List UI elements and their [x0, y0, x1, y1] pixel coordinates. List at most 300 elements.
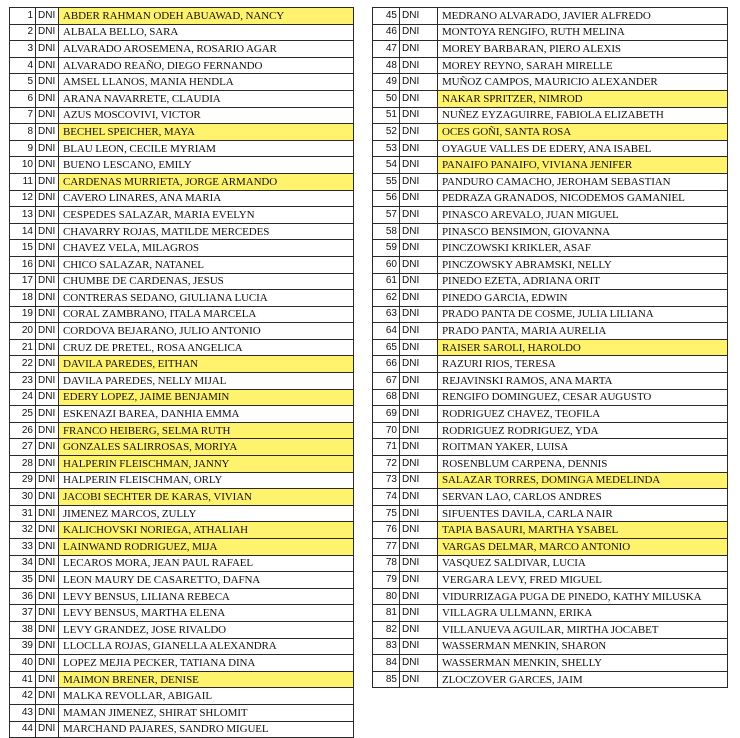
document-type: DNI	[36, 240, 59, 257]
table-row	[373, 655, 728, 672]
document-type: DNI	[36, 539, 59, 556]
document-type: DNI	[36, 140, 59, 157]
row-number: 46	[373, 24, 400, 41]
person-name: PANDURO CAMACHO, JEROHAM SEBASTIAN	[438, 173, 728, 190]
person-name: WASSERMAN MENKIN, SHARON	[438, 638, 728, 655]
person-name: BLAU LEON, CECILE MYRIAM	[59, 140, 354, 157]
row-number: 37	[10, 605, 36, 622]
person-name: LEVY BENSUS, MARTHA ELENA	[59, 605, 354, 622]
table-row	[373, 439, 728, 456]
table-row	[373, 339, 728, 356]
table-row	[373, 671, 728, 688]
person-name: CONTRERAS SEDANO, GIULIANA LUCIA	[59, 290, 354, 307]
person-name: PANAIFO PANAIFO, VIVIANA JENIFER	[438, 157, 728, 174]
person-name: TAPIA BASAURI, MARTHA YSABEL	[438, 522, 728, 539]
person-name: LAINWAND RODRIGUEZ, MIJA	[59, 539, 354, 556]
document-type: DNI	[400, 339, 438, 356]
table-row	[373, 539, 728, 556]
person-name: RAISER SAROLI, HAROLDO	[438, 339, 728, 356]
document-type: DNI	[36, 8, 59, 25]
row-number: 23	[10, 373, 36, 390]
row-number: 76	[373, 522, 400, 539]
table-row	[10, 24, 354, 41]
table-row	[373, 90, 728, 107]
person-name: VARGAS DELMAR, MARCO ANTONIO	[438, 539, 728, 556]
row-number: 45	[373, 8, 400, 25]
table-row	[373, 124, 728, 141]
document-type: DNI	[400, 173, 438, 190]
document-type: DNI	[400, 422, 438, 439]
row-number: 28	[10, 456, 36, 473]
person-name: HALPERIN FLEISCHMAN, JANNY	[59, 456, 354, 473]
person-name: PINCZOWSKI KRIKLER, ASAF	[438, 240, 728, 257]
table-row	[373, 57, 728, 74]
document-type: DNI	[400, 522, 438, 539]
person-name: DAVILA PAREDES, EITHAN	[59, 356, 354, 373]
table-row	[10, 323, 354, 340]
row-number: 57	[373, 207, 400, 224]
roster-table-right-body	[373, 8, 728, 688]
document-type: DNI	[400, 90, 438, 107]
table-row	[373, 489, 728, 506]
document-type: DNI	[400, 572, 438, 589]
row-number: 11	[10, 173, 36, 190]
document-type: DNI	[36, 24, 59, 41]
row-number: 7	[10, 107, 36, 124]
row-number: 48	[373, 57, 400, 74]
person-name: CHUMBE DE CARDENAS, JESUS	[59, 273, 354, 290]
table-row	[373, 107, 728, 124]
row-number: 64	[373, 323, 400, 340]
table-row	[373, 638, 728, 655]
row-number: 47	[373, 41, 400, 58]
document-type: DNI	[400, 588, 438, 605]
person-name: MUÑOZ CAMPOS, MAURICIO ALEXANDER	[438, 74, 728, 91]
row-number: 44	[10, 721, 36, 738]
table-row	[10, 605, 354, 622]
row-number: 36	[10, 588, 36, 605]
row-number: 18	[10, 290, 36, 307]
row-number: 79	[373, 572, 400, 589]
document-type: DNI	[400, 8, 438, 25]
document-type: DNI	[400, 273, 438, 290]
document-type: DNI	[400, 240, 438, 257]
document-type: DNI	[36, 356, 59, 373]
row-number: 55	[373, 173, 400, 190]
table-row	[373, 422, 728, 439]
person-name: NUÑEZ EYZAGUIRRE, FABIOLA ELIZABETH	[438, 107, 728, 124]
table-row	[373, 588, 728, 605]
table-row	[10, 124, 354, 141]
document-type: DNI	[400, 671, 438, 688]
table-row	[373, 8, 728, 25]
row-number: 68	[373, 389, 400, 406]
document-type: DNI	[400, 555, 438, 572]
table-row	[373, 456, 728, 473]
row-number: 78	[373, 555, 400, 572]
document-type: DNI	[36, 704, 59, 721]
table-row	[10, 472, 354, 489]
person-name: MAMAN JIMENEZ, SHIRAT SHLOMIT	[59, 704, 354, 721]
row-number: 66	[373, 356, 400, 373]
person-name: CARDENAS MURRIETA, JORGE ARMANDO	[59, 173, 354, 190]
row-number: 10	[10, 157, 36, 174]
document-type: DNI	[36, 124, 59, 141]
document-type: DNI	[400, 373, 438, 390]
document-type: DNI	[400, 306, 438, 323]
table-row	[10, 422, 354, 439]
document-type: DNI	[36, 439, 59, 456]
row-number: 73	[373, 472, 400, 489]
roster-table-right	[372, 7, 728, 688]
document-type: DNI	[400, 207, 438, 224]
row-number: 5	[10, 74, 36, 91]
document-type: DNI	[400, 157, 438, 174]
document-type: DNI	[36, 207, 59, 224]
person-name: WASSERMAN MENKIN, SHELLY	[438, 655, 728, 672]
person-name: ESKENAZI BAREA, DANHIA EMMA	[59, 406, 354, 423]
person-name: MARCHAND PAJARES, SANDRO MIGUEL	[59, 721, 354, 738]
table-row	[10, 41, 354, 58]
row-number: 75	[373, 505, 400, 522]
person-name: CORDOVA BEJARANO, JULIO ANTONIO	[59, 323, 354, 340]
person-name: MOREY REYNO, SARAH MIRELLE	[438, 57, 728, 74]
row-number: 1	[10, 8, 36, 25]
row-number: 26	[10, 422, 36, 439]
document-type: DNI	[36, 472, 59, 489]
row-number: 65	[373, 339, 400, 356]
table-row	[373, 356, 728, 373]
person-name: DAVILA PAREDES, NELLY MIJAL	[59, 373, 354, 390]
row-number: 53	[373, 140, 400, 157]
document-type: DNI	[36, 306, 59, 323]
table-row	[10, 107, 354, 124]
row-number: 85	[373, 671, 400, 688]
row-number: 31	[10, 505, 36, 522]
table-row	[10, 522, 354, 539]
document-type: DNI	[400, 107, 438, 124]
table-row	[373, 240, 728, 257]
person-name: CHAVEZ VELA, MILAGROS	[59, 240, 354, 257]
row-number: 70	[373, 422, 400, 439]
person-name: KALICHOVSKI NORIEGA, ATHALIAH	[59, 522, 354, 539]
person-name: CHAVARRY ROJAS, MATILDE MERCEDES	[59, 223, 354, 240]
row-number: 15	[10, 240, 36, 257]
table-row	[10, 157, 354, 174]
row-number: 84	[373, 655, 400, 672]
table-row	[373, 290, 728, 307]
person-name: PEDRAZA GRANADOS, NICODEMOS GAMANIEL	[438, 190, 728, 207]
person-name: LEVY BENSUS, LILIANA REBECA	[59, 588, 354, 605]
row-number: 71	[373, 439, 400, 456]
person-name: SERVAN LAO, CARLOS ANDRES	[438, 489, 728, 506]
document-type: DNI	[36, 638, 59, 655]
table-row	[373, 190, 728, 207]
person-name: OYAGUE VALLES DE EDERY, ANA ISABEL	[438, 140, 728, 157]
document-type: DNI	[36, 373, 59, 390]
document-type: DNI	[36, 522, 59, 539]
person-name: VILLAGRA ULLMANN, ERIKA	[438, 605, 728, 622]
table-row	[10, 373, 354, 390]
table-row	[373, 157, 728, 174]
document-type: DNI	[400, 655, 438, 672]
document-type: DNI	[36, 721, 59, 738]
person-name: MAIMON BRENER, DENISE	[59, 671, 354, 688]
table-row	[373, 223, 728, 240]
row-number: 34	[10, 555, 36, 572]
table-row	[10, 655, 354, 672]
person-name: PINEDO EZETA, ADRIANA ORIT	[438, 273, 728, 290]
table-row	[10, 505, 354, 522]
table-row	[373, 621, 728, 638]
row-number: 2	[10, 24, 36, 41]
person-name: CRUZ DE PRETEL, ROSA ANGELICA	[59, 339, 354, 356]
person-name: VASQUEZ SALDIVAR, LUCIA	[438, 555, 728, 572]
table-row	[10, 621, 354, 638]
person-name: CESPEDES SALAZAR, MARIA EVELYN	[59, 207, 354, 224]
document-type: DNI	[36, 323, 59, 340]
row-number: 42	[10, 688, 36, 705]
row-number: 40	[10, 655, 36, 672]
document-type: DNI	[400, 605, 438, 622]
document-type: DNI	[36, 389, 59, 406]
row-number: 69	[373, 406, 400, 423]
table-row	[373, 140, 728, 157]
document-type: DNI	[400, 74, 438, 91]
table-row	[10, 721, 354, 738]
person-name: JACOBI SECHTER DE KARAS, VIVIAN	[59, 489, 354, 506]
person-name: VILLANUEVA AGUILAR, MIRTHA JOCABET	[438, 621, 728, 638]
row-number: 41	[10, 671, 36, 688]
document-type: DNI	[400, 41, 438, 58]
table-row	[373, 572, 728, 589]
row-number: 50	[373, 90, 400, 107]
person-name: HALPERIN FLEISCHMAN, ORLY	[59, 472, 354, 489]
person-name: OCES GOÑI, SANTA ROSA	[438, 124, 728, 141]
table-row	[10, 290, 354, 307]
row-number: 12	[10, 190, 36, 207]
document-type: DNI	[36, 605, 59, 622]
table-row	[10, 588, 354, 605]
person-name: BECHEL SPEICHER, MAYA	[59, 124, 354, 141]
person-name: AMSEL LLANOS, MANIA HENDLA	[59, 74, 354, 91]
document-type: DNI	[36, 190, 59, 207]
row-number: 21	[10, 339, 36, 356]
table-row	[373, 207, 728, 224]
person-name: ALBALA BELLO, SARA	[59, 24, 354, 41]
row-number: 3	[10, 41, 36, 58]
person-name: RODRIGUEZ CHAVEZ, TEOFILA	[438, 406, 728, 423]
person-name: SALAZAR TORRES, DOMINGA MEDELINDA	[438, 472, 728, 489]
row-number: 54	[373, 157, 400, 174]
table-row	[10, 173, 354, 190]
document-type: DNI	[400, 323, 438, 340]
document-type: DNI	[36, 456, 59, 473]
row-number: 19	[10, 306, 36, 323]
person-name: MONTOYA RENGIFO, RUTH MELINA	[438, 24, 728, 41]
person-name: PINCZOWSKY ABRAMSKI, NELLY	[438, 256, 728, 273]
document-type: DNI	[400, 24, 438, 41]
table-row	[373, 605, 728, 622]
table-row	[373, 373, 728, 390]
row-number: 20	[10, 323, 36, 340]
table-row	[10, 572, 354, 589]
document-type: DNI	[36, 157, 59, 174]
document-type: DNI	[36, 90, 59, 107]
table-row	[10, 140, 354, 157]
person-name: PINASCO AREVALO, JUAN MIGUEL	[438, 207, 728, 224]
table-row	[373, 505, 728, 522]
row-number: 80	[373, 588, 400, 605]
document-type: DNI	[400, 140, 438, 157]
document-type: DNI	[36, 505, 59, 522]
table-row	[10, 555, 354, 572]
document-type: DNI	[36, 621, 59, 638]
table-row	[10, 190, 354, 207]
person-name: SIFUENTES DAVILA, CARLA NAIR	[438, 505, 728, 522]
document-type: DNI	[36, 655, 59, 672]
document-type: DNI	[400, 389, 438, 406]
row-number: 67	[373, 373, 400, 390]
document-type: DNI	[400, 256, 438, 273]
row-number: 43	[10, 704, 36, 721]
row-number: 13	[10, 207, 36, 224]
table-row	[10, 671, 354, 688]
table-row	[10, 688, 354, 705]
table-row	[373, 256, 728, 273]
document-type: DNI	[400, 489, 438, 506]
row-number: 51	[373, 107, 400, 124]
person-name: REJAVINSKI RAMOS, ANA MARTA	[438, 373, 728, 390]
person-name: PINASCO BENSIMON, GIOVANNA	[438, 223, 728, 240]
table-row	[373, 173, 728, 190]
row-number: 29	[10, 472, 36, 489]
row-number: 27	[10, 439, 36, 456]
row-number: 22	[10, 356, 36, 373]
table-row	[10, 539, 354, 556]
table-row	[373, 522, 728, 539]
row-number: 60	[373, 256, 400, 273]
table-row	[373, 24, 728, 41]
row-number: 35	[10, 572, 36, 589]
document-type: DNI	[400, 406, 438, 423]
person-name: ABDER RAHMAN ODEH ABUAWAD, NANCY	[59, 8, 354, 25]
table-row	[373, 273, 728, 290]
row-number: 62	[373, 290, 400, 307]
table-row	[10, 439, 354, 456]
row-number: 59	[373, 240, 400, 257]
person-name: AZUS MOSCOVIVI, VICTOR	[59, 107, 354, 124]
roster-table-left-body	[10, 8, 354, 738]
table-row	[10, 223, 354, 240]
table-row	[10, 389, 354, 406]
table-row	[10, 207, 354, 224]
person-name: ZLOCZOVER GARCES, JAIM	[438, 671, 728, 688]
row-number: 24	[10, 389, 36, 406]
row-number: 4	[10, 57, 36, 74]
document-type: DNI	[36, 572, 59, 589]
table-row	[373, 389, 728, 406]
table-row	[10, 339, 354, 356]
table-row	[10, 356, 354, 373]
person-name: ALVARADO REAÑO, DIEGO FERNANDO	[59, 57, 354, 74]
table-row	[10, 8, 354, 25]
person-name: CHICO SALAZAR, NATANEL	[59, 256, 354, 273]
row-number: 16	[10, 256, 36, 273]
document-type: DNI	[400, 223, 438, 240]
document-type: DNI	[400, 356, 438, 373]
document-type: DNI	[36, 256, 59, 273]
row-number: 56	[373, 190, 400, 207]
person-name: PRADO PANTA, MARIA AURELIA	[438, 323, 728, 340]
document-type: DNI	[400, 290, 438, 307]
document-type: DNI	[36, 688, 59, 705]
row-number: 6	[10, 90, 36, 107]
row-number: 9	[10, 140, 36, 157]
document-type: DNI	[400, 57, 438, 74]
document-type: DNI	[36, 290, 59, 307]
document-type: DNI	[36, 422, 59, 439]
document-type: DNI	[36, 339, 59, 356]
table-row	[10, 240, 354, 257]
document-type: DNI	[36, 406, 59, 423]
row-number: 58	[373, 223, 400, 240]
roster-table-left	[9, 7, 354, 738]
table-row	[10, 456, 354, 473]
document-type: DNI	[36, 107, 59, 124]
person-name: LEON MAURY DE CASARETTO, DAFNA	[59, 572, 354, 589]
person-name: ROITMAN YAKER, LUISA	[438, 439, 728, 456]
document-type: DNI	[36, 173, 59, 190]
row-number: 82	[373, 621, 400, 638]
person-name: RODRIGUEZ RODRIGUEZ, YDA	[438, 422, 728, 439]
document-type: DNI	[36, 74, 59, 91]
table-row	[10, 57, 354, 74]
person-name: PRADO PANTA DE COSME, JULIA LILIANA	[438, 306, 728, 323]
person-name: LECAROS MORA, JEAN PAUL RAFAEL	[59, 555, 354, 572]
person-name: ROSENBLUM CARPENA, DENNIS	[438, 456, 728, 473]
table-row	[10, 256, 354, 273]
table-row	[10, 638, 354, 655]
document-type: DNI	[400, 456, 438, 473]
table-row	[373, 406, 728, 423]
document-type: DNI	[36, 273, 59, 290]
person-name: LOPEZ MEJIA PECKER, TATIANA DINA	[59, 655, 354, 672]
table-row	[373, 41, 728, 58]
row-number: 17	[10, 273, 36, 290]
document-type: DNI	[400, 439, 438, 456]
document-type: DNI	[36, 41, 59, 58]
person-name: NAKAR SPRITZER, NIMROD	[438, 90, 728, 107]
person-name: PINEDO GARCIA, EDWIN	[438, 290, 728, 307]
document-type: DNI	[400, 472, 438, 489]
person-name: RENGIFO DOMINGUEZ, CESAR AUGUSTO	[438, 389, 728, 406]
table-row	[373, 555, 728, 572]
row-number: 83	[373, 638, 400, 655]
row-number: 52	[373, 124, 400, 141]
row-number: 32	[10, 522, 36, 539]
person-name: ARANA NAVARRETE, CLAUDIA	[59, 90, 354, 107]
person-name: BUENO LESCANO, EMILY	[59, 157, 354, 174]
person-name: VERGARA LEVY, FRED MIGUEL	[438, 572, 728, 589]
table-row	[373, 472, 728, 489]
document-type: DNI	[400, 621, 438, 638]
person-name: VIDURRIZAGA PUGA DE PINEDO, KATHY MILUSKA	[438, 588, 728, 605]
row-number: 39	[10, 638, 36, 655]
row-number: 8	[10, 124, 36, 141]
document-type: DNI	[400, 638, 438, 655]
person-name: MOREY BARBARAN, PIERO ALEXIS	[438, 41, 728, 58]
